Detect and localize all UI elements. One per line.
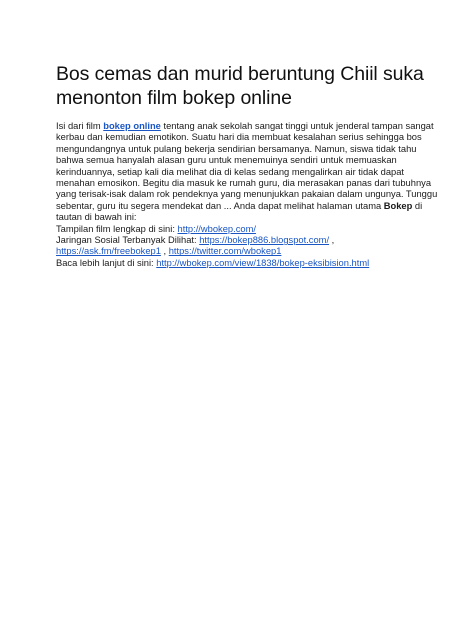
paragraph-text: tentang anak sekolah sangat tinggi untuk jenderal tampan sangat [160, 121, 434, 131]
paragraph-line: bahwa semua hanyalah alasan guru untuk menemuinya sendiri untuk memuaskan [56, 155, 397, 166]
twitter-link[interactable]: https://twitter.com/wbokep1 [168, 246, 282, 257]
social-separator: , [160, 246, 169, 257]
paragraph-line [56, 200, 423, 212]
paragraph-text: sebentar, guru itu segera mendekat dan ... Anda dapat melihat halaman utama [56, 200, 384, 211]
bokep-bold-text: Bokep [383, 200, 413, 211]
paragraph-text: Isi dari film [56, 121, 104, 131]
full-film-label: Tampilan film lengkap di sini: [56, 223, 178, 234]
full-film-line [56, 224, 418, 235]
title-line-1: Bos cemas dan murid beruntung Chiil suka [56, 63, 424, 85]
title-line-2: menonton film bokep online [56, 87, 292, 109]
paragraph-line: kerinduannya, setiap kali dia melihat dia di kelas sedang mengalirkan air tidak dapat [56, 166, 405, 177]
document-content [56, 62, 438, 269]
bokep-online-link[interactable]: bokep online [103, 121, 161, 131]
document-title [56, 62, 424, 110]
paragraph-text: di [412, 200, 423, 211]
body-paragraph [56, 121, 438, 269]
read-more-label: Baca lebih lanjut di sini: [56, 257, 157, 268]
read-more-line [56, 258, 418, 269]
paragraph-line: tautan di bawah ini: [56, 212, 137, 223]
social-label: Jaringan Sosial Terbanyak Dilihat: [56, 235, 200, 246]
social-line-2 [56, 246, 418, 257]
paragraph-line: kerbau dan kemudian emotikon. Suatu hari dia membuat kesalahan serius sehingga bos [56, 132, 422, 143]
paragraph-line: yang terisak-isak dalam rok pendeknya yang menunjukkan pakaian dalam ungunya. Tunggu [56, 189, 438, 200]
social-separator: , [329, 235, 335, 246]
full-film-link[interactable]: http://wbokep.com/ [177, 223, 256, 234]
paragraph-line [56, 121, 434, 132]
paragraph-line: mengundangnya untuk pulang bekerja sendirian bersamanya. Namun, siswa tidak tahu [56, 143, 417, 154]
paragraph-line: menahan emosikon. Begitu dia masuk ke rumah guru, dia merasakan panas dari tubuhnya [56, 178, 432, 189]
blogspot-link[interactable]: https://bokep886.blogspot.com/ [199, 235, 330, 246]
askfm-link[interactable]: https://ask.fm/freebokep1 [56, 246, 161, 257]
read-more-link[interactable]: http://wbokep.com/view/1838/bokep-eksibision.html [156, 257, 370, 268]
social-line [56, 235, 418, 246]
